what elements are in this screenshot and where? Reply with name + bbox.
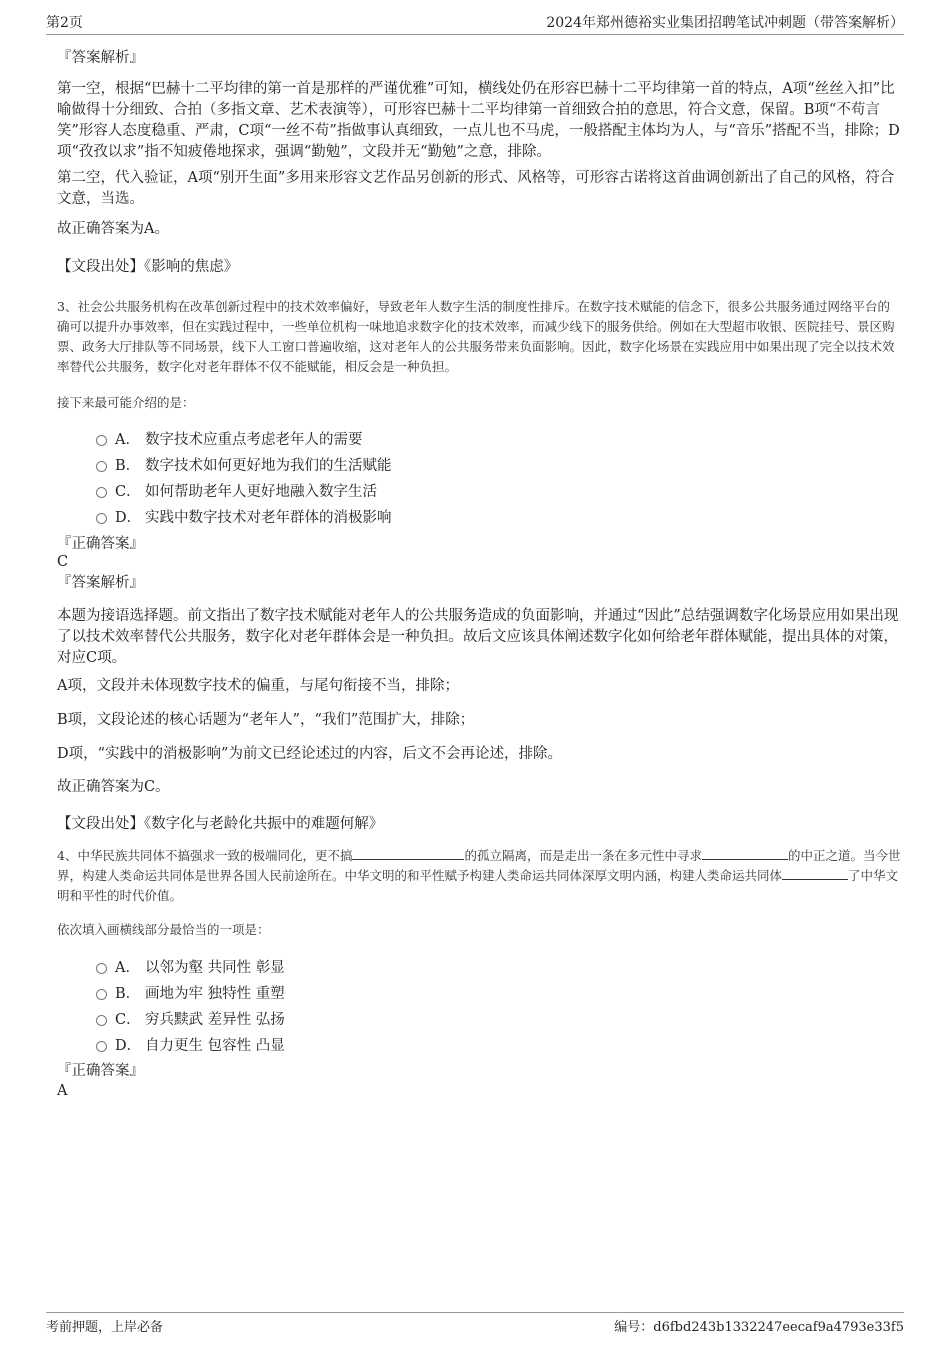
q4-answer-title: 『正确答案』 — [57, 1063, 144, 1079]
q3-source: 【文段出处】《数字化与老龄化共振中的难题何解》 — [57, 816, 384, 832]
q3-analysis-para4: D项，“实践中的消极影响”为前文已经论述过的内容，后文不会再论述，排除。 — [57, 746, 562, 762]
radio-icon[interactable] — [96, 989, 107, 1000]
q4-prompt: 依次填入画横线部分最恰当的一项是： — [57, 922, 270, 937]
page-footer — [46, 1312, 904, 1335]
q4-answer: A — [57, 1083, 68, 1099]
q3-analysis-title: 『答案解析』 — [57, 575, 144, 591]
q4-option-b[interactable]: B． 画地为牢 独特性 重塑 — [96, 982, 285, 1003]
q3-stem: 3、社会公共服务机构在改革创新过程中的技术效率偏好，导致老年人数字生活的制度性排斥。在数字技术赋能的信念下，很多公共服务通过网络平台的确可以提升办事效率，但在实践过程中，一些单位机构一味地追求数字化的技术效率，而减少线下的服务供给。例如在大型超市收银、医院挂号、景区购票、政务大厅排队等不同场景，线下人工窗口普遍收缩，这对老年人的公共服务带来负面影响。因此，数字化场景在实践应用中如果出现了完全以技术效率替代公共服务，数字化对老年群体不仅不能赋能，相反会是一种负担。 — [57, 299, 895, 374]
q4-option-a[interactable]: A． 以邻为壑 共同性 彰显 — [96, 956, 285, 977]
q3-option-a[interactable]: A． 数字技术应重点考虑老年人的需要 — [96, 428, 363, 449]
fill-blank-1 — [352, 847, 464, 860]
radio-icon[interactable] — [96, 1041, 107, 1052]
radio-icon[interactable] — [96, 1015, 107, 1026]
footer-slogan: 考前押题，上岸必备 — [46, 1320, 164, 1335]
q2-conclusion: 故正确答案为A。 — [57, 221, 169, 237]
q2-analysis-title: 『答案解析』 — [57, 50, 144, 66]
q3-option-c[interactable]: C． 如何帮助老年人更好地融入数字生活 — [96, 480, 377, 501]
q3-analysis-para1: 本题为接语选择题。前文指出了数字技术赋能对老年人的公共服务造成的负面影响，并通过“因此”总结强调数字化场景应用如果出现了以技术效率替代公共服务，数字化对老年群体会是一种负担。故后文应该具体阐述数字化如何给老年群体赋能，提出具体的对策，对应C项。 — [57, 608, 899, 666]
footer-serial: 编号：d6fbd243b1332247eecaf9a4793e33f5 — [614, 1320, 904, 1335]
radio-icon[interactable] — [96, 513, 107, 524]
page-number: 第2页 — [46, 15, 83, 31]
q3-answer-title: 『正确答案』 — [57, 536, 144, 552]
q2-source: 【文段出处】《影响的焦虑》 — [57, 259, 239, 275]
q2-analysis-para1: 第一空，根据“巴赫十二平均律的第一首是那样的严谨优雅”可知，横线处仍在形容巴赫十二平均律第一首的特点，A项“丝丝入扣”比喻做得十分细致、合拍（多指文章、艺术表演等），可形容巴赫十二平均律第一首细致合拍的意思，符合文意，保留。B项“不苟言笑”形容人态度稳重、严肃，C项“一丝不苟”指做事认真细致，一点儿也不马虎，一般搭配主体均为人，与“音乐”搭配不当，排除；D项“孜孜以求”指不知疲倦地探求，强调“勤勉”，文段并无“勤勉”之意，排除。 — [57, 81, 900, 160]
q4-option-d[interactable]: D． 自力更生 包容性 凸显 — [96, 1034, 285, 1055]
radio-icon[interactable] — [96, 461, 107, 472]
q3-analysis-para2: A项，文段并未体现数字技术的偏重，与尾句衔接不当，排除； — [57, 678, 459, 694]
page-header — [46, 12, 904, 35]
fill-blank-2 — [702, 847, 788, 860]
q3-option-d[interactable]: D． 实践中数字技术对老年群体的消极影响 — [96, 506, 392, 527]
fill-blank-3 — [782, 867, 848, 880]
radio-icon[interactable] — [96, 435, 107, 446]
radio-icon[interactable] — [96, 487, 107, 498]
q2-analysis-para2: 第二空，代入验证，A项“别开生面”多用来形容文艺作品另创新的形式、风格等，可形容古诺将这首曲调创新出了自己的风格，符合文意，当选。 — [57, 170, 895, 207]
q4-stem: 4、中华民族共同体不搞强求一致的极端同化，更不搞 的孤立隔离，而是走出一条在多元性中寻求 的中正之道。当今世界，构建人类命运共同体是世界各国人民前途所在。中华文明的和平性赋予构建人类命运共同体深厚文明内涵，构建人类命运共同体 了中华文明和平性的时代价值。 — [57, 848, 901, 903]
q4-option-c[interactable]: C． 穷兵黩武 差异性 弘扬 — [96, 1008, 285, 1029]
document-title: 2024年郑州德裕实业集团招聘笔试冲刺题（带答案解析） — [546, 15, 904, 31]
radio-icon[interactable] — [96, 963, 107, 974]
q3-answer: C — [57, 554, 69, 570]
q3-prompt: 接下来最可能介绍的是： — [57, 395, 195, 410]
q3-conclusion: 故正确答案为C。 — [57, 779, 170, 795]
q3-analysis-para3: B项，文段论述的核心话题为“老年人”，“我们”范围扩大，排除； — [57, 712, 475, 728]
q3-option-b[interactable]: B． 数字技术如何更好地为我们的生活赋能 — [96, 454, 392, 475]
